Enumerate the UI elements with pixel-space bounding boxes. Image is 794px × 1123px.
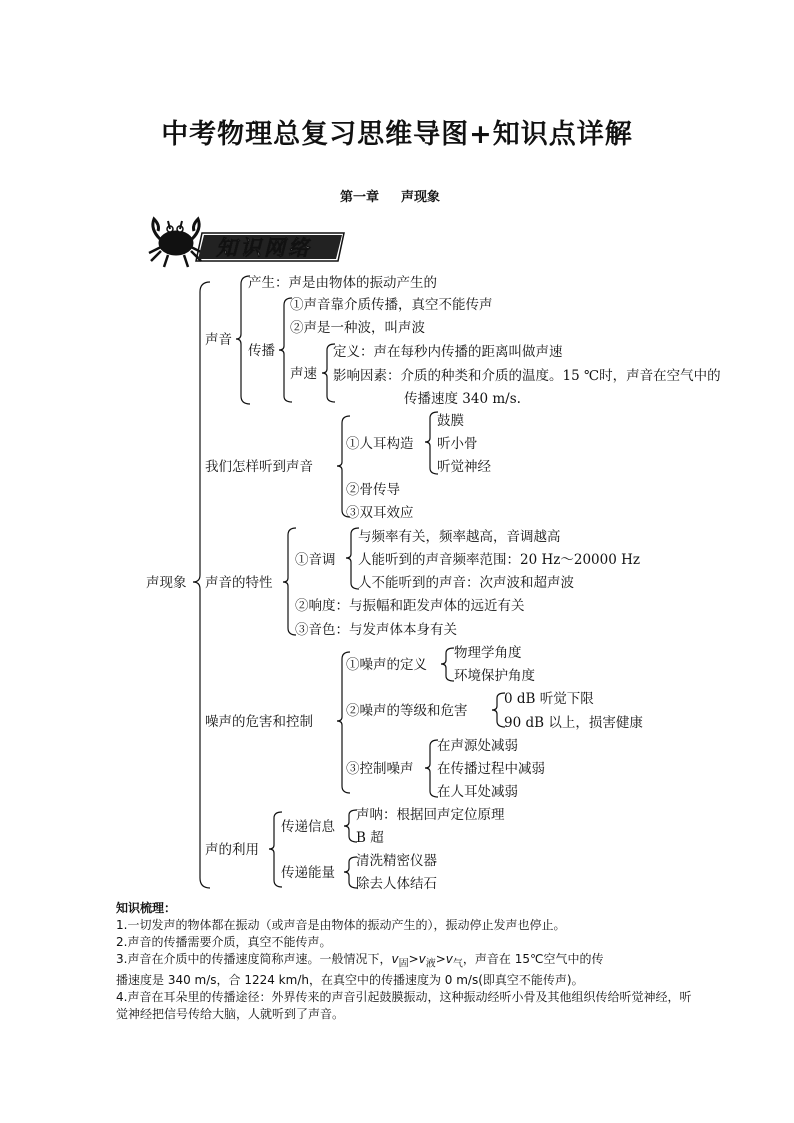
node-timbre: ③音色：与发声体本身有关 <box>295 622 457 638</box>
node-pitch-inaudible: 人不能听到的声音：次声波和超声波 <box>358 575 574 591</box>
node-speed-definition: 定义：声在每秒内传播的距离叫做声速 <box>333 344 563 360</box>
node-eardrum: 鼓膜 <box>437 413 464 429</box>
velocity-symbol: v <box>445 952 453 966</box>
velocity-symbol: v <box>418 952 426 966</box>
node-noise-level: ②噪声的等级和危害 <box>346 703 468 719</box>
node-propagation-wave: ②声是一种波，叫声波 <box>290 320 425 336</box>
node-noise-physics: 物理学角度 <box>454 645 522 661</box>
note-4: 4.声音在耳朵里的传播途径：外界传来的声音引起鼓膜振动，这种振动经听小骨及其他组织传给听觉神经，听觉神经把信号传给大脑，人就听到了声音。 <box>116 990 692 1022</box>
node-speed-factors-cont: 传播速度 340 m/s. <box>404 391 521 407</box>
note-3-part-a: 3.声音在介质中的传播速度简称声速。一般情况下， <box>116 952 392 966</box>
node-control-source: 在声源处减弱 <box>437 738 518 754</box>
knowledge-notes <box>116 900 696 1023</box>
node-noise: 噪声的危害和控制 <box>205 714 313 730</box>
note-3: 3.声音在介质中的传播速度简称声速。一般情况下，$v_固>v_液>v_气$，声音在 15℃空气中的传 播速度是 340 m/s，合 1224 km/h，在真空中的传播速度为 0 m/s(即真空不能传声)。 <box>116 952 604 988</box>
crab-icon <box>149 219 203 267</box>
node-auditory-nerve: 听觉神经 <box>437 459 491 475</box>
node-pitch-range: 人能听到的声音频率范围：20 Hz～20000 Hz <box>358 552 640 568</box>
velocity-symbol: v <box>391 952 399 966</box>
node-sound-characteristics: 声音的特性 <box>205 575 273 591</box>
node-propagation: 传播 <box>248 343 275 359</box>
node-speed-factors: 影响因素：介质的种类和介质的温度。15 ℃时，声音在空气中的 <box>333 368 721 384</box>
root-node: 声现象 <box>146 575 187 591</box>
node-pitch-frequency: 与频率有关，频率越高，音调越高 <box>358 529 561 545</box>
node-noise-control: ③控制噪声 <box>346 761 414 777</box>
note-2: 2.声音的传播需要介质，真空不能传声。 <box>116 935 332 949</box>
notes-heading: 知识梳理： <box>116 901 177 915</box>
node-clean-instruments: 清洗精密仪器 <box>356 853 437 869</box>
note-3-part-c: 播速度是 340 m/s，合 1224 km/h，在真空中的传播速度为 0 m/s(即真空不能传声)。 <box>116 973 584 988</box>
node-noise-environment: 环境保护角度 <box>454 668 535 684</box>
node-transfer-info: 传递信息 <box>281 819 335 835</box>
node-noise-0db: 0 dB 听觉下限 <box>504 691 594 707</box>
node-sound: 声音 <box>205 332 232 348</box>
node-sonar: 声呐：根据回声定位原理 <box>356 807 505 823</box>
banner-label: 知识网络 <box>216 236 312 260</box>
subscript-solid: 固 <box>398 958 409 970</box>
node-hearing: 我们怎样听到声音 <box>205 459 313 475</box>
chapter-heading <box>340 186 462 205</box>
node-pitch: ①音调 <box>295 552 336 568</box>
node-loudness: ②响度：与振幅和距发声体的远近有关 <box>295 598 525 614</box>
node-ear-structure: ①人耳构造 <box>346 436 414 452</box>
subscript-gas: 气 <box>452 958 463 970</box>
chapter-name: 声现象 <box>401 190 441 205</box>
node-sound-speed: 声速 <box>290 366 317 382</box>
node-noise-definition: ①噪声的定义 <box>346 657 427 673</box>
node-control-ear: 在人耳处减弱 <box>437 784 518 800</box>
chapter-number: 第一章 <box>340 190 380 205</box>
node-remove-stones: 除去人体结石 <box>356 876 437 892</box>
note-3-part-b: ，声音在 15℃空气中的传 <box>462 952 604 966</box>
node-sound-generation: 产生：声是由物体的振动产生的 <box>248 275 437 291</box>
node-sound-use: 声的利用 <box>205 842 259 858</box>
knowledge-network-banner <box>146 209 346 271</box>
page-title: 中考物理总复习思维导图+知识点详解 <box>161 119 633 150</box>
node-propagation-medium: ①声音靠介质传播，真空不能传声 <box>290 297 493 313</box>
subscript-liquid: 液 <box>425 958 436 970</box>
node-noise-90db: 90 dB 以上，损害健康 <box>504 715 643 731</box>
node-b-ultrasound: B 超 <box>356 830 384 846</box>
node-ossicles: 听小骨 <box>437 436 478 452</box>
node-bone-conduction: ②骨传导 <box>346 482 400 498</box>
note-1: 1.一切发声的物体都在振动（或声音是由物体的振动产生的），振动停止发声也停止。 <box>116 918 566 932</box>
node-binaural-effect: ③双耳效应 <box>346 505 414 521</box>
node-transfer-energy: 传递能量 <box>281 865 335 881</box>
node-control-path: 在传播过程中减弱 <box>437 761 545 777</box>
